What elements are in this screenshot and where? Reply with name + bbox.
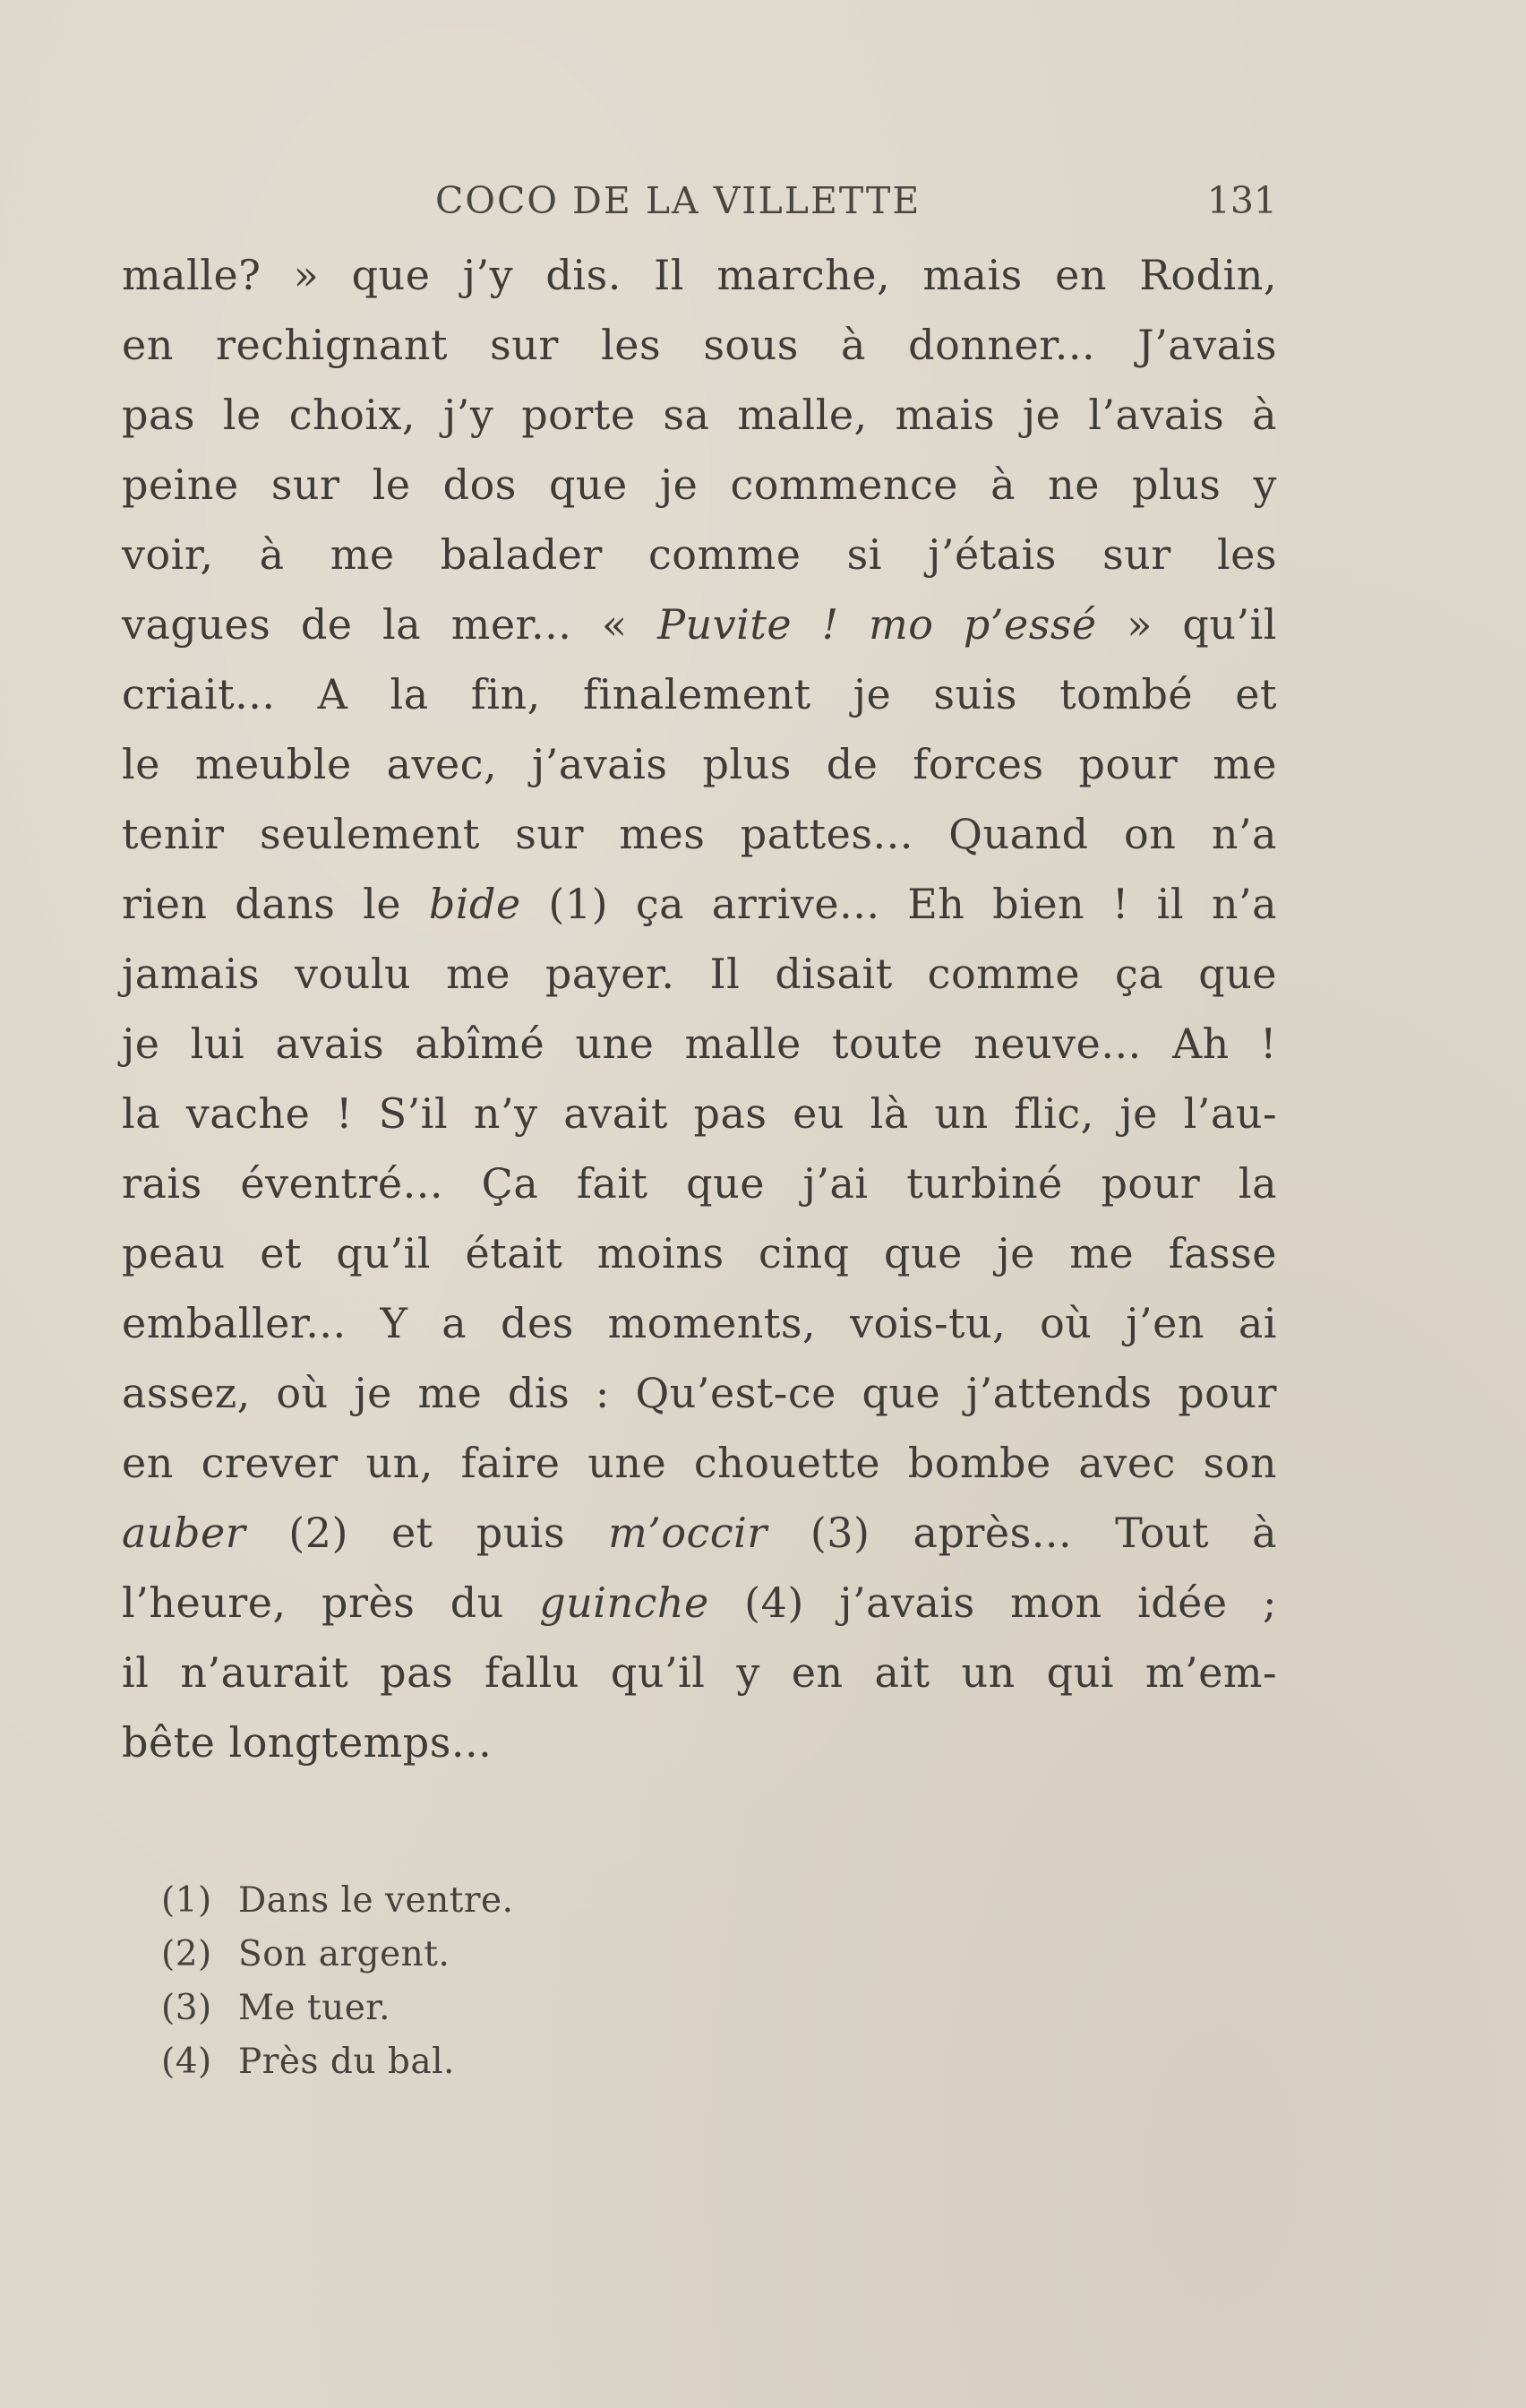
italic-slang-term: guinche bbox=[539, 1578, 709, 1627]
footnote bbox=[161, 1982, 788, 2035]
text-segment: l’heure, près du bbox=[122, 1578, 540, 1627]
text-segment: (3) après... Tout à bbox=[767, 1509, 1277, 1557]
text-line: assez, où je me dis : Qu’est-ce que j’attends pour bbox=[122, 1369, 1277, 1417]
text-line bbox=[122, 589, 1277, 659]
text-segment: (4) j’avais mon idée ; bbox=[708, 1578, 1277, 1627]
text-line bbox=[122, 1498, 1277, 1568]
footnote bbox=[161, 1874, 788, 1928]
text-line: il n’aurait pas fallu qu’il y en ait un qui m’em- bbox=[122, 1648, 1277, 1697]
text-line bbox=[122, 1568, 1277, 1638]
italic-phrase: Puvite ! mo p’essé bbox=[657, 600, 1097, 649]
text-line: en rechignant sur les sous à donner... J’avais bbox=[122, 321, 1277, 369]
footnote-text: Près du bal. bbox=[238, 2042, 455, 2082]
page-header bbox=[122, 179, 1277, 233]
text-line: peine sur le dos que je commence à ne plus y bbox=[122, 460, 1277, 509]
text-line: la vache ! S’il n’y avait pas eu là un flic, je l’au- bbox=[122, 1089, 1277, 1138]
text-segment: vagues de la mer... « bbox=[122, 600, 658, 649]
text-line: emballer... Y a des moments, vois-tu, où j’en ai bbox=[122, 1299, 1277, 1347]
text-line: criait... A la fin, finalement je suis tombé et bbox=[122, 670, 1277, 718]
text-line: voir, à me balader comme si j’étais sur les bbox=[122, 530, 1277, 579]
body-text bbox=[122, 240, 1277, 1777]
text-line: peau et qu’il était moins cinq que je me fasse bbox=[122, 1229, 1277, 1277]
text-line: en crever un, faire une chouette bombe avec son bbox=[122, 1439, 1277, 1487]
text-line: je lui avais abîmé une malle toute neuve... Ah ! bbox=[122, 1019, 1277, 1068]
text-line: le meuble avec, j’avais plus de forces pour me bbox=[122, 740, 1277, 788]
footnote-mark: (2) bbox=[161, 1934, 212, 1974]
footnotes bbox=[161, 1874, 788, 2089]
footnote-mark: (3) bbox=[161, 1988, 212, 2028]
text-line: jamais voulu me payer. Il disait comme ça que bbox=[122, 950, 1277, 998]
text-line: bête longtemps... bbox=[122, 1718, 493, 1767]
text-line bbox=[122, 869, 1277, 939]
text-line: malle? » que j’y dis. Il marche, mais en Rodin, bbox=[122, 251, 1277, 299]
footnote-text: Me tuer. bbox=[238, 1988, 391, 2028]
text-line: pas le choix, j’y porte sa malle, mais je l’avais à bbox=[122, 391, 1277, 439]
text-segment: rien dans le bbox=[122, 880, 429, 928]
italic-slang-term: auber bbox=[122, 1509, 246, 1557]
footnote-mark: (4) bbox=[161, 2042, 212, 2082]
footnote-text: Son argent. bbox=[238, 1934, 450, 1974]
italic-slang-term: bide bbox=[428, 880, 521, 928]
text-line: tenir seulement sur mes pattes... Quand on n’a bbox=[122, 810, 1277, 858]
italic-slang-term: m’occir bbox=[608, 1509, 767, 1557]
footnote-mark: (1) bbox=[161, 1880, 212, 1921]
text-line: rais éventré... Ça fait que j’ai turbiné pour la bbox=[122, 1159, 1277, 1208]
footnote bbox=[161, 1928, 788, 1982]
page-number: 131 bbox=[1206, 179, 1277, 222]
text-segment: (2) et puis bbox=[245, 1509, 609, 1557]
footnote bbox=[161, 2035, 788, 2089]
text-segment: (1) ça arrive... Eh bien ! il n’a bbox=[520, 880, 1277, 928]
text-segment: » qu’il bbox=[1096, 600, 1277, 649]
footnote-text: Dans le ventre. bbox=[238, 1880, 514, 1921]
running-title: COCO DE LA VILLETTE bbox=[435, 179, 922, 222]
